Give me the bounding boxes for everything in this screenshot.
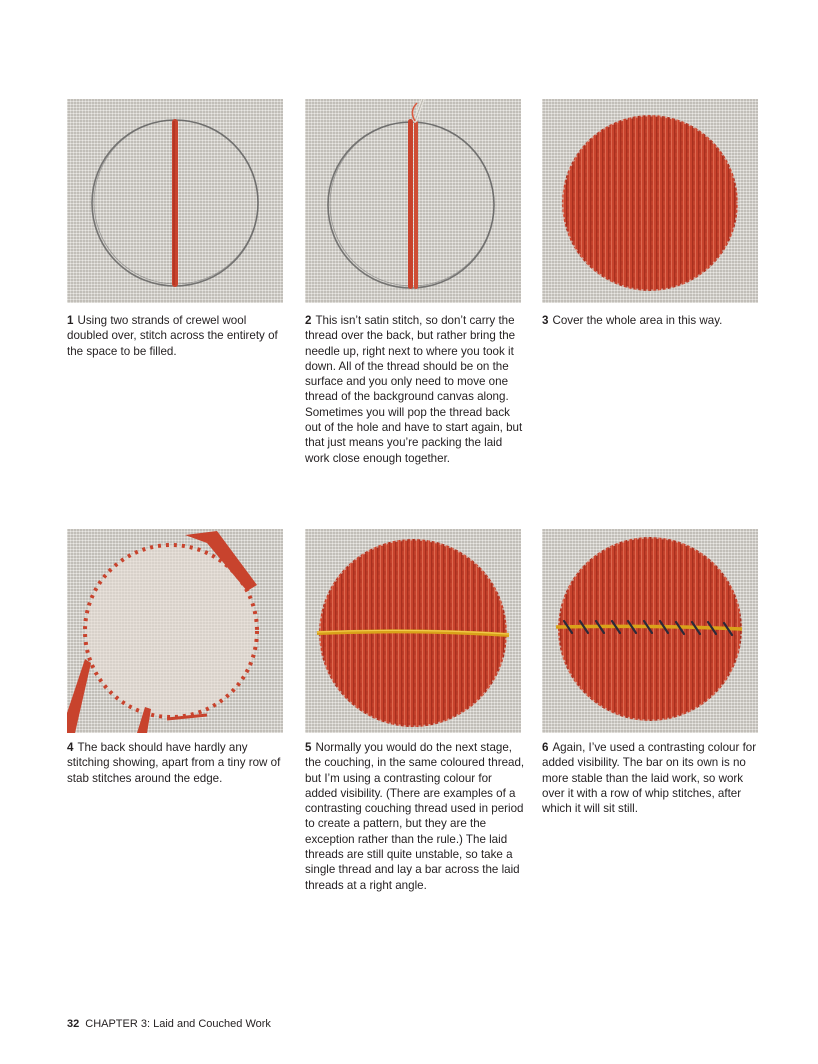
step-number: 5 (305, 741, 312, 754)
step-number: 6 (542, 741, 549, 754)
chapter-title: CHAPTER 3: Laid and Couched Work (85, 1018, 271, 1030)
caption-step-1 (67, 313, 289, 359)
photo-step-3 (542, 99, 758, 303)
caption-step-3 (542, 313, 764, 328)
page-number: 32 (67, 1018, 80, 1030)
step-number: 4 (67, 741, 74, 754)
step-text: The back should have hardly any stitching showing, apart from a tiny row of stab stitches around the edge. (67, 741, 281, 785)
caption-step-2 (305, 313, 527, 466)
caption-step-5 (305, 740, 527, 893)
photo-step-2 (305, 99, 521, 303)
page-footer (67, 1017, 271, 1031)
step-text: Using two strands of crewel wool doubled over, stitch across the entirety of the space to be filled. (67, 314, 278, 358)
step-text: Cover the whole area in this way. (552, 314, 723, 327)
photo-step-4 (67, 529, 283, 733)
caption-step-4 (67, 740, 289, 786)
photo-step-6 (542, 529, 758, 733)
caption-step-6 (542, 740, 764, 816)
photo-step-5 (305, 529, 521, 733)
step-text: Normally you would do the next stage, the couching, in the same coloured thread, but I’m using a contrasting colour for added visibility. (There are examples of a contrasting couching thread used in period to create a pattern, but they are the exception rather than the rule.) The laid threads are still quite unstable, so take a single thread and lay a bar across the laid threads at a right angle. (305, 741, 525, 892)
step-text: This isn’t satin stitch, so don’t carry the thread over the back, but rather bring the needle up, right next to where you took it down. All of the thread should be on the surface and you only need to move one thread of the background canvas along. Sometimes you will pop the thread back out of the hole and have to start again, but that just means you’re packing the laid work close enough together. (305, 314, 523, 465)
step-number: 3 (542, 314, 549, 327)
step-number: 2 (305, 314, 312, 327)
step-number: 1 (67, 314, 74, 327)
photo-step-1 (67, 99, 283, 303)
step-text: Again, I’ve used a contrasting colour for added visibility. The bar on its own is no more stable than the laid work, so work over it with a row of whip stitches, after which it will sit still. (542, 741, 757, 816)
